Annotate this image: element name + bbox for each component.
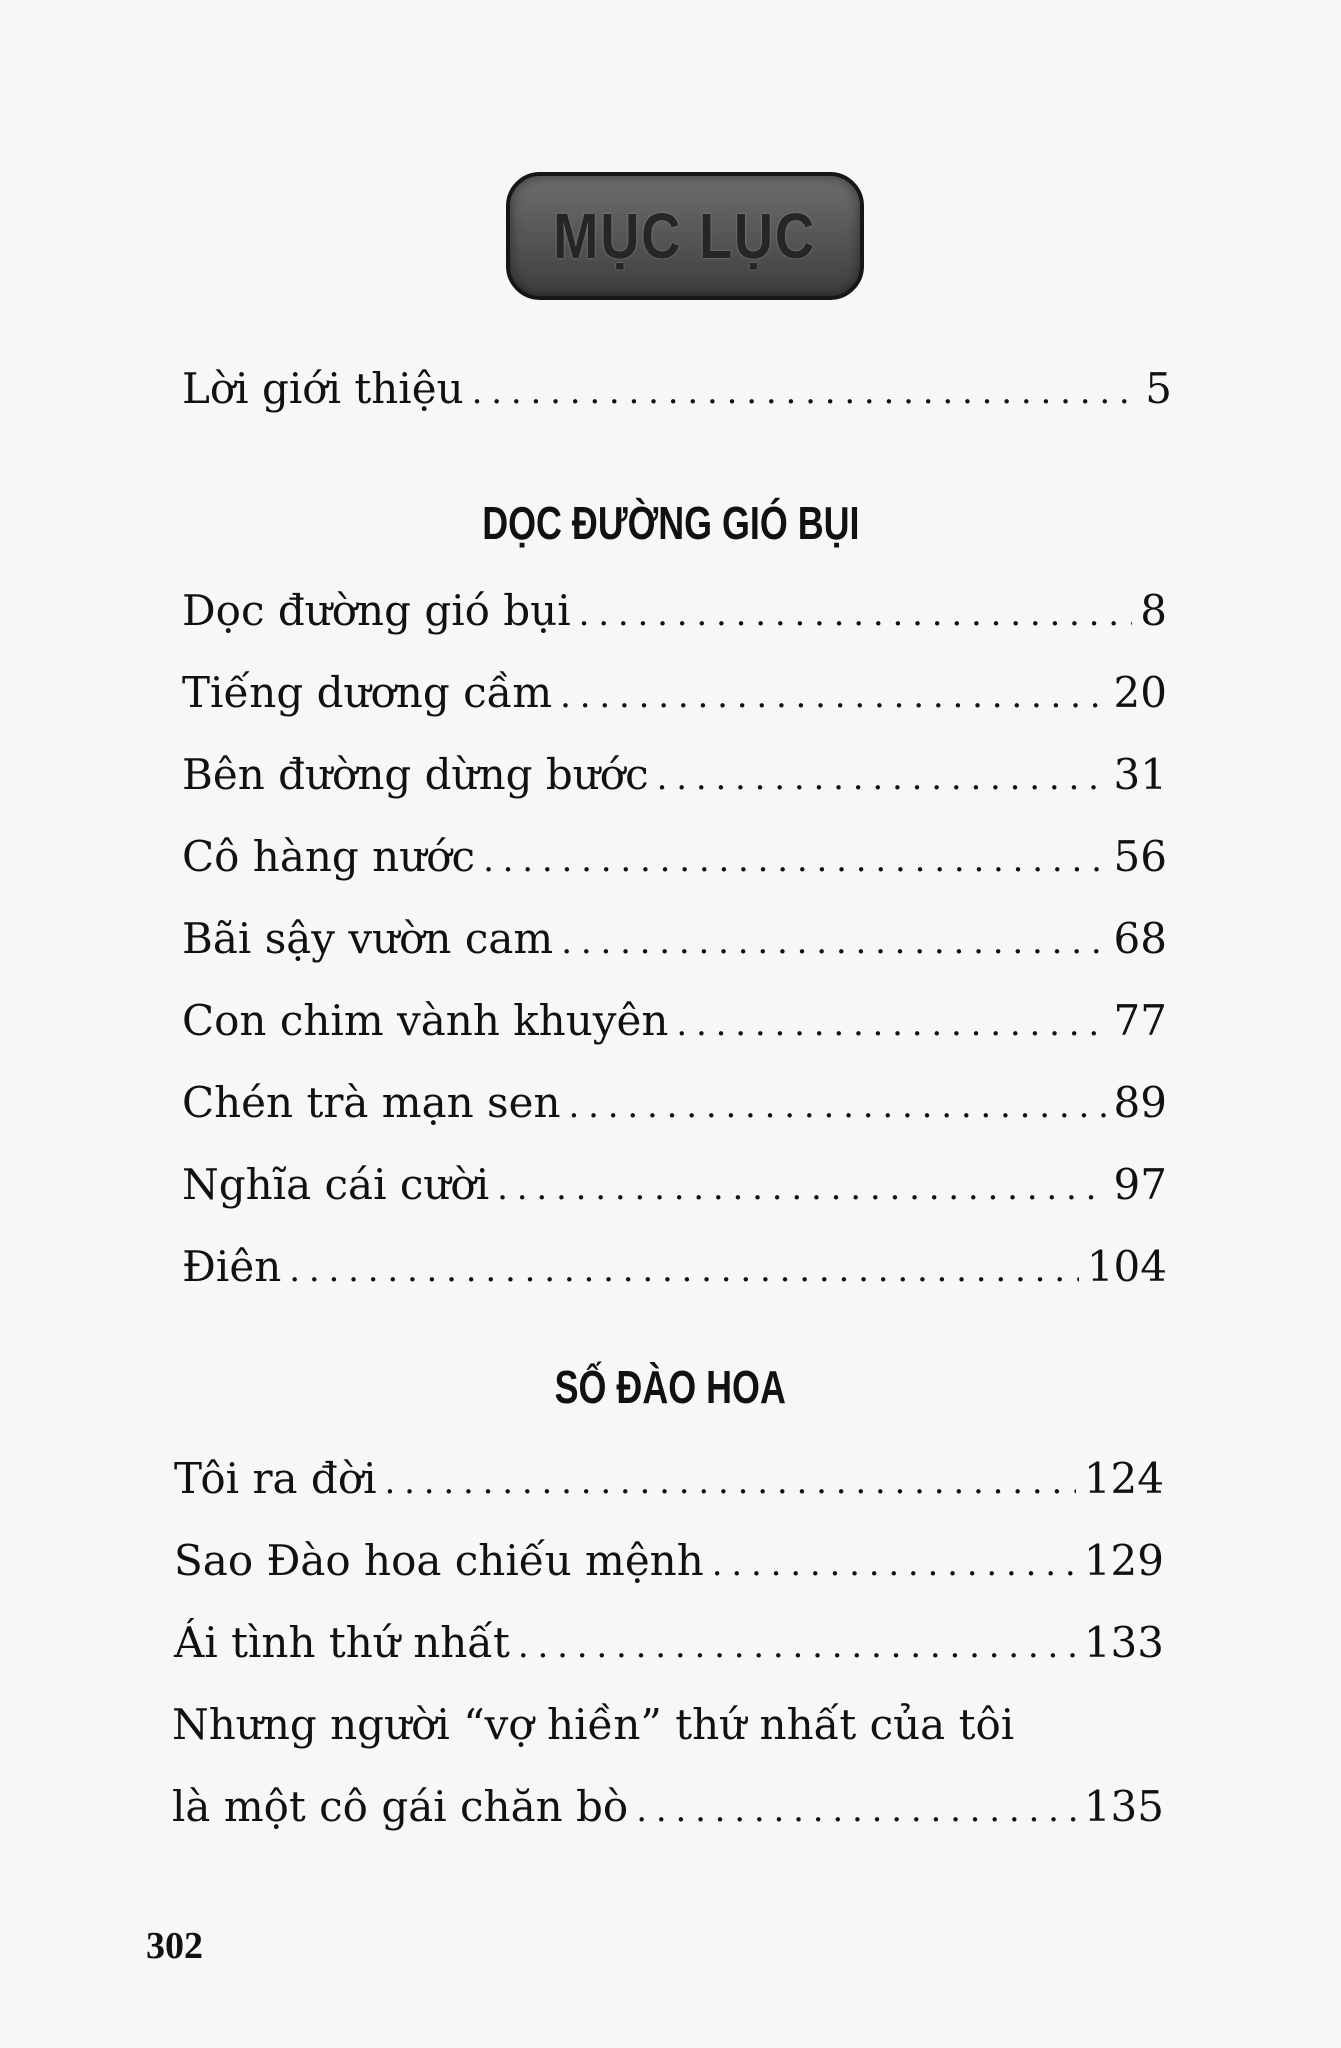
- leader-dots: [289, 1253, 1079, 1287]
- toc-entry[interactable]: [182, 1160, 1167, 1209]
- toc-entry[interactable]: [182, 914, 1167, 963]
- toc-entry-label: Tiếng dương cầm: [182, 668, 553, 717]
- leader-dots: [657, 761, 1106, 795]
- leader-dots: [676, 1007, 1105, 1041]
- toc-entry-label: Cô hàng nước: [182, 832, 476, 881]
- page-number: 302: [146, 1925, 203, 1967]
- toc-entry-page: 97: [1113, 1160, 1167, 1209]
- toc-entry[interactable]: [182, 1242, 1167, 1291]
- toc-entry-page: 89: [1113, 1078, 1167, 1127]
- toc-entry-multiline-last-line[interactable]: [172, 1782, 1164, 1831]
- toc-entry-page: 129: [1083, 1536, 1164, 1585]
- toc-entry-label: Sao Đào hoa chiếu mệnh: [174, 1536, 704, 1585]
- toc-entry-page: 124: [1083, 1454, 1164, 1503]
- toc-entry[interactable]: [182, 1078, 1167, 1127]
- toc-entry[interactable]: [182, 996, 1167, 1045]
- toc-entry-page: 8: [1140, 586, 1167, 635]
- toc-entry-page: 135: [1083, 1782, 1164, 1831]
- toc-entry[interactable]: [174, 1536, 1164, 1585]
- toc-entry-label: Điên: [182, 1242, 282, 1291]
- toc-entry-label: Nghĩa cái cười: [182, 1160, 490, 1209]
- toc-entry-page: 133: [1083, 1618, 1164, 1667]
- toc-title-plate: [506, 172, 864, 300]
- toc-entry-label: Bên đường dừng bước: [182, 750, 649, 799]
- toc-entry-label: Lời giới thiệu: [182, 364, 464, 413]
- section-heading-2: SỐ ĐÀO HOA: [554, 1361, 787, 1413]
- toc-entry[interactable]: [174, 1618, 1164, 1667]
- toc-entry-page: 5: [1145, 364, 1172, 413]
- toc-entry-label: là một cô gái chăn bò: [172, 1782, 629, 1831]
- leader-dots: [712, 1547, 1076, 1581]
- toc-entry-label: Ái tình thứ nhất: [174, 1618, 510, 1667]
- leader-dots: [561, 925, 1105, 959]
- leader-dots: [579, 597, 1133, 631]
- toc-entry-label: Chén trà mạn sen: [182, 1078, 561, 1127]
- leader-dots: [497, 1171, 1105, 1205]
- toc-entry-label: Bãi sậy vườn cam: [182, 914, 554, 963]
- toc-entry[interactable]: [182, 586, 1167, 635]
- toc-entry-multiline-first-line[interactable]: Nhưng người “vợ hiền” thứ nhất của tôi: [172, 1700, 1015, 1749]
- toc-entry-label: Tôi ra đời: [174, 1454, 377, 1503]
- leader-dots: [636, 1793, 1076, 1827]
- toc-title: MỤC LỤC: [553, 200, 817, 272]
- toc-entry-page: 68: [1113, 914, 1167, 963]
- toc-entry-label: Con chim vành khuyên: [182, 996, 669, 1045]
- toc-entry-page: 77: [1113, 996, 1167, 1045]
- toc-entry[interactable]: [174, 1454, 1164, 1503]
- leader-dots: [518, 1629, 1076, 1663]
- toc-entry-page: 56: [1113, 832, 1167, 881]
- toc-entry-label: Dọc đường gió bụi: [182, 586, 571, 635]
- leader-dots: [560, 679, 1105, 713]
- toc-entry[interactable]: [182, 750, 1167, 799]
- leader-dots: [385, 1465, 1076, 1499]
- leader-dots: [483, 843, 1105, 877]
- section-heading-1: DỌC ĐƯỜNG GIÓ BỤI: [481, 497, 860, 549]
- leader-dots: [472, 375, 1138, 409]
- toc-entry[interactable]: [182, 832, 1167, 881]
- toc-entry-intro[interactable]: [182, 364, 1172, 413]
- toc-entry-page: 104: [1086, 1242, 1167, 1291]
- leader-dots: [569, 1089, 1106, 1123]
- toc-entry[interactable]: [182, 668, 1167, 717]
- toc-entry-page: 31: [1113, 750, 1167, 799]
- toc-entry-page: 20: [1113, 668, 1167, 717]
